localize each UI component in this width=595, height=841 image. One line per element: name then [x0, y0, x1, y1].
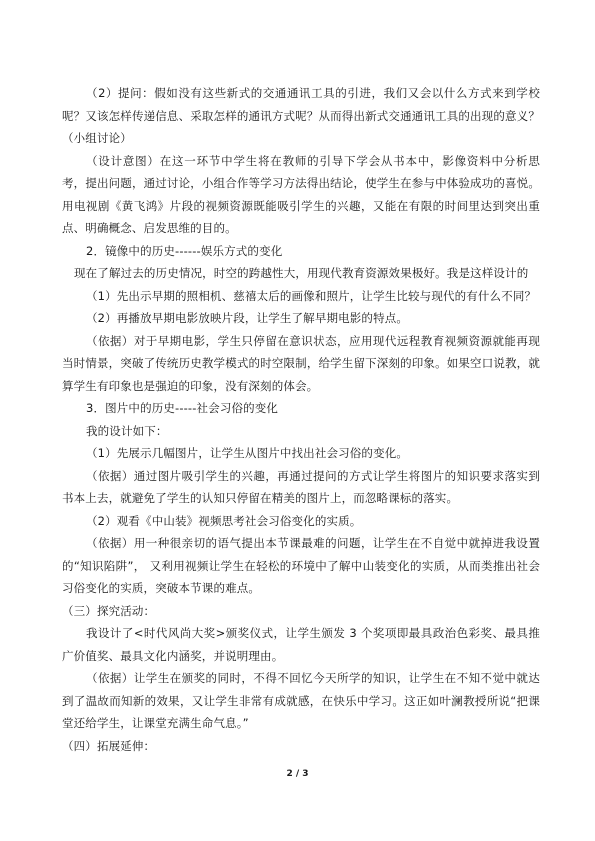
- paragraph-basis-video: （依据）用一种很亲切的语气提出本节课最难的问题，让学生在不自觉中就掉进我设置的“知识陷阱”， 又利用视频让学生在轻松的环境中了解中山装变化的实质，从而类推出社会习俗变化的实质，突破本节课的难点。: [62, 536, 540, 595]
- section-heading-activity: （三）探究活动：: [62, 603, 156, 618]
- paragraph-basis-award: （依据）让学生在颁奖的同时，不得不回忆今天所学的知识，让学生在不知不觉中就达到了温故而知新的效果，又让学生非常有成就感，在快乐中学习。这正如叶澜教授所说“把课堂还给学生，让课堂充满生命气息。”: [62, 671, 540, 730]
- paragraph-customs-step-2: （2）观看《中山装》视频思考社会习俗变化的实质。: [86, 513, 362, 528]
- section-heading-entertainment: 2．镜像中的历史------娱乐方式的变化: [86, 243, 283, 258]
- paragraph-design-intent: （设计意图）在这一环节中学生将在教师的引导下学会从书本中，影像资料中分析思考，提出问题，通过讨论，小组合作等学习方法得出结论，使学生在参与中体验成功的喜悦。用电视剧《黄飞鸿》片段的视频资源既能吸引学生的兴趣，又能在有限的时间里达到突出重点、明确概念、启发思维的目的。: [62, 153, 540, 235]
- paragraph-award-design: 我设计了<时代风尚大奖>颁奖仪式，让学生颁发 3 个奖项即最具政治色彩奖、最具推广价值奖、最具文化内涵奖，并说明理由。: [62, 626, 540, 663]
- paragraph-entertainment-intro: 现在了解过去的历史情况，时空的跨越性大，用现代教育资源效果极好。我是这样设计的: [74, 266, 529, 280]
- paragraph-customs-step-1: （1）先展示几幅图片，让学生从图片中找出社会习俗的变化。: [86, 446, 409, 460]
- paragraph-question: （2）提问：假如没有这些新式的交通通讯工具的引进，我们又会以什么方式来到学校呢？又该怎样传递信息、采取怎样的通讯方式呢？从而得出新式交通通讯工具的出现的意义？（小组讨论）: [62, 86, 540, 145]
- document-body: [62, 82, 540, 757]
- section-heading-extension: （四）拓展延伸：: [62, 738, 156, 753]
- paragraph-basis-film: （依据）对于早期电影，学生只停留在意识状态，应用现代远程教育视频资源就能再现当时情景，突破了传统历史教学模式的时空限制，给学生留下深刻的印象。如果空口说教，就算学生有印象也是强迫的印象，没有深刻的体会。: [62, 333, 540, 393]
- paragraph-step-1: （1）先出示早期的照相机、慈禧太后的画像和照片，让学生比较与现代的有什么不同？: [86, 288, 537, 303]
- paragraph-basis-pictures: （依据）通过图片吸引学生的兴趣，再通过提问的方式让学生将图片的知识要求落实到书本上去，就避免了学生的认知只停留在精美的图片上，而忽略课标的落实。: [62, 468, 540, 505]
- section-heading-customs: 3．图片中的历史-----社会习俗的变化: [86, 401, 279, 415]
- paragraph-design-follows: 我的设计如下：: [86, 423, 168, 438]
- paragraph-step-2: （2）再播放早期电影放映片段，让学生了解早期电影的特点。: [86, 311, 409, 325]
- page-number: 2 / 3: [286, 769, 309, 779]
